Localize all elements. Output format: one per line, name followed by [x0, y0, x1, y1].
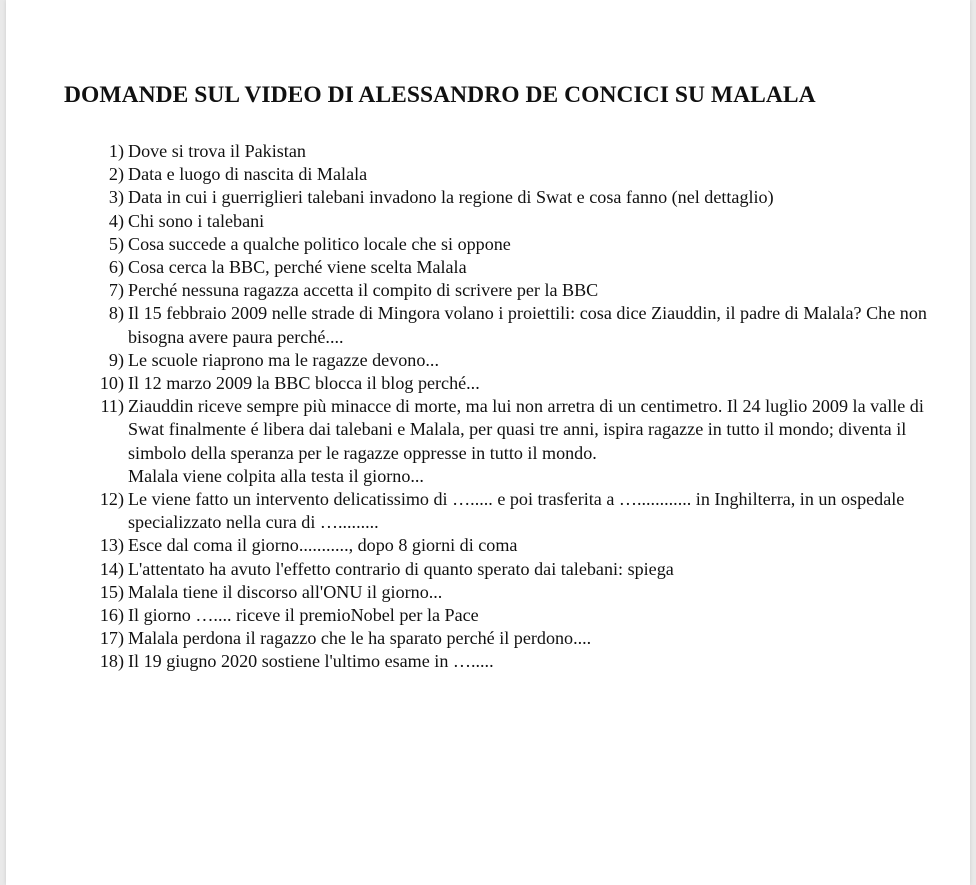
question-item-16 [90, 604, 942, 627]
document-page [6, 0, 970, 885]
question-number: 8) [108, 303, 124, 324]
question-item-1 [90, 140, 942, 163]
question-item-11 [90, 395, 942, 488]
question-number: 9) [108, 349, 124, 370]
question-number: 12) [99, 489, 124, 510]
question-item-4 [90, 210, 942, 233]
question-number: 6) [108, 257, 124, 278]
question-text: Data e luogo di nascita di Malala [128, 164, 368, 185]
question-text: Il 12 marzo 2009 la BBC blocca il blog perché... [128, 373, 480, 394]
question-item-3 [90, 186, 942, 209]
question-number: 7) [108, 280, 124, 301]
question-item-10 [90, 372, 942, 395]
question-text: Dove si trova il Pakistan [128, 141, 306, 161]
question-number: 4) [108, 210, 124, 231]
question-item-15 [90, 581, 942, 604]
question-item-13 [90, 534, 942, 557]
question-text: Le viene fatto un intervento delicatissimo di …..... e poi trasferita a …............ in Inghilterra, in un ospedale specializzato nella cura di …......... [128, 489, 905, 533]
question-number: 16) [99, 605, 124, 626]
question-text: Chi sono i talebani [128, 210, 265, 231]
question-item-2 [90, 163, 942, 186]
question-text: Il giorno ….... riceve il premioNobel per la Pace [128, 605, 479, 626]
question-text: Il 19 giugno 2020 sostiene l'ultimo esame in …..... [128, 651, 494, 672]
question-text: Esce dal coma il giorno..........., dopo 8 giorni di coma [128, 535, 518, 556]
question-number: 11) [100, 396, 124, 417]
question-text: Cosa succede a qualche politico locale che si oppone [128, 233, 511, 254]
question-item-5 [90, 233, 942, 256]
question-item-18 [90, 650, 942, 673]
question-text: Ziauddin riceve sempre più minacce di morte, ma lui non arretra di un centimetro. Il 24 luglio 2009 la valle di Swat finalmente é libera dai talebani e Malala, per quasi tre anni, ispira ragazze in tutto il mondo; diventa il simbolo della speranza per le ragazze oppresse in tutto il mondo. [128, 396, 924, 463]
document-title: DOMANDE SUL VIDEO DI ALESSANDRO DE CONCICI SU MALALA [64, 82, 816, 108]
question-number: 18) [99, 651, 124, 672]
question-text: Perché nessuna ragazza accetta il compito di scrivere per la BBC [128, 280, 599, 301]
question-number: 14) [99, 558, 124, 579]
question-number: 3) [108, 187, 124, 208]
question-text-continuation: Malala viene colpita alla testa il giorno... [128, 465, 424, 486]
question-item-12 [90, 488, 942, 534]
questions-list [90, 140, 942, 674]
question-item-7 [90, 279, 942, 302]
question-text: Le scuole riaprono ma le ragazze devono... [128, 349, 439, 370]
question-item-14 [90, 558, 942, 581]
question-item-9 [90, 349, 942, 372]
question-text: Data in cui i guerriglieri talebani invadono la regione di Swat e cosa fanno (nel dettaglio) [128, 187, 774, 208]
question-item-6 [90, 256, 942, 279]
question-text: L'attentato ha avuto l'effetto contrario di quanto sperato dai talebani: spiega [128, 558, 674, 579]
question-number: 5) [108, 233, 124, 254]
question-number: 1) [108, 141, 124, 161]
question-number: 17) [99, 628, 124, 649]
question-number: 13) [99, 535, 124, 556]
question-text: Malala perdona il ragazzo che le ha sparato perché il perdono.... [128, 628, 592, 649]
question-text: Cosa cerca la BBC, perché viene scelta Malala [128, 257, 467, 278]
question-number: 10) [99, 373, 124, 394]
question-item-17 [90, 627, 942, 650]
question-number: 15) [99, 581, 124, 602]
question-text: Il 15 febbraio 2009 nelle strade di Mingora volano i proiettili: cosa dice Ziauddin, il padre di Malala? Che non bisogna avere paura perché.... [128, 303, 927, 347]
question-item-8 [90, 302, 942, 348]
question-text: Malala tiene il discorso all'ONU il giorno... [128, 581, 443, 602]
question-number: 2) [108, 164, 124, 185]
